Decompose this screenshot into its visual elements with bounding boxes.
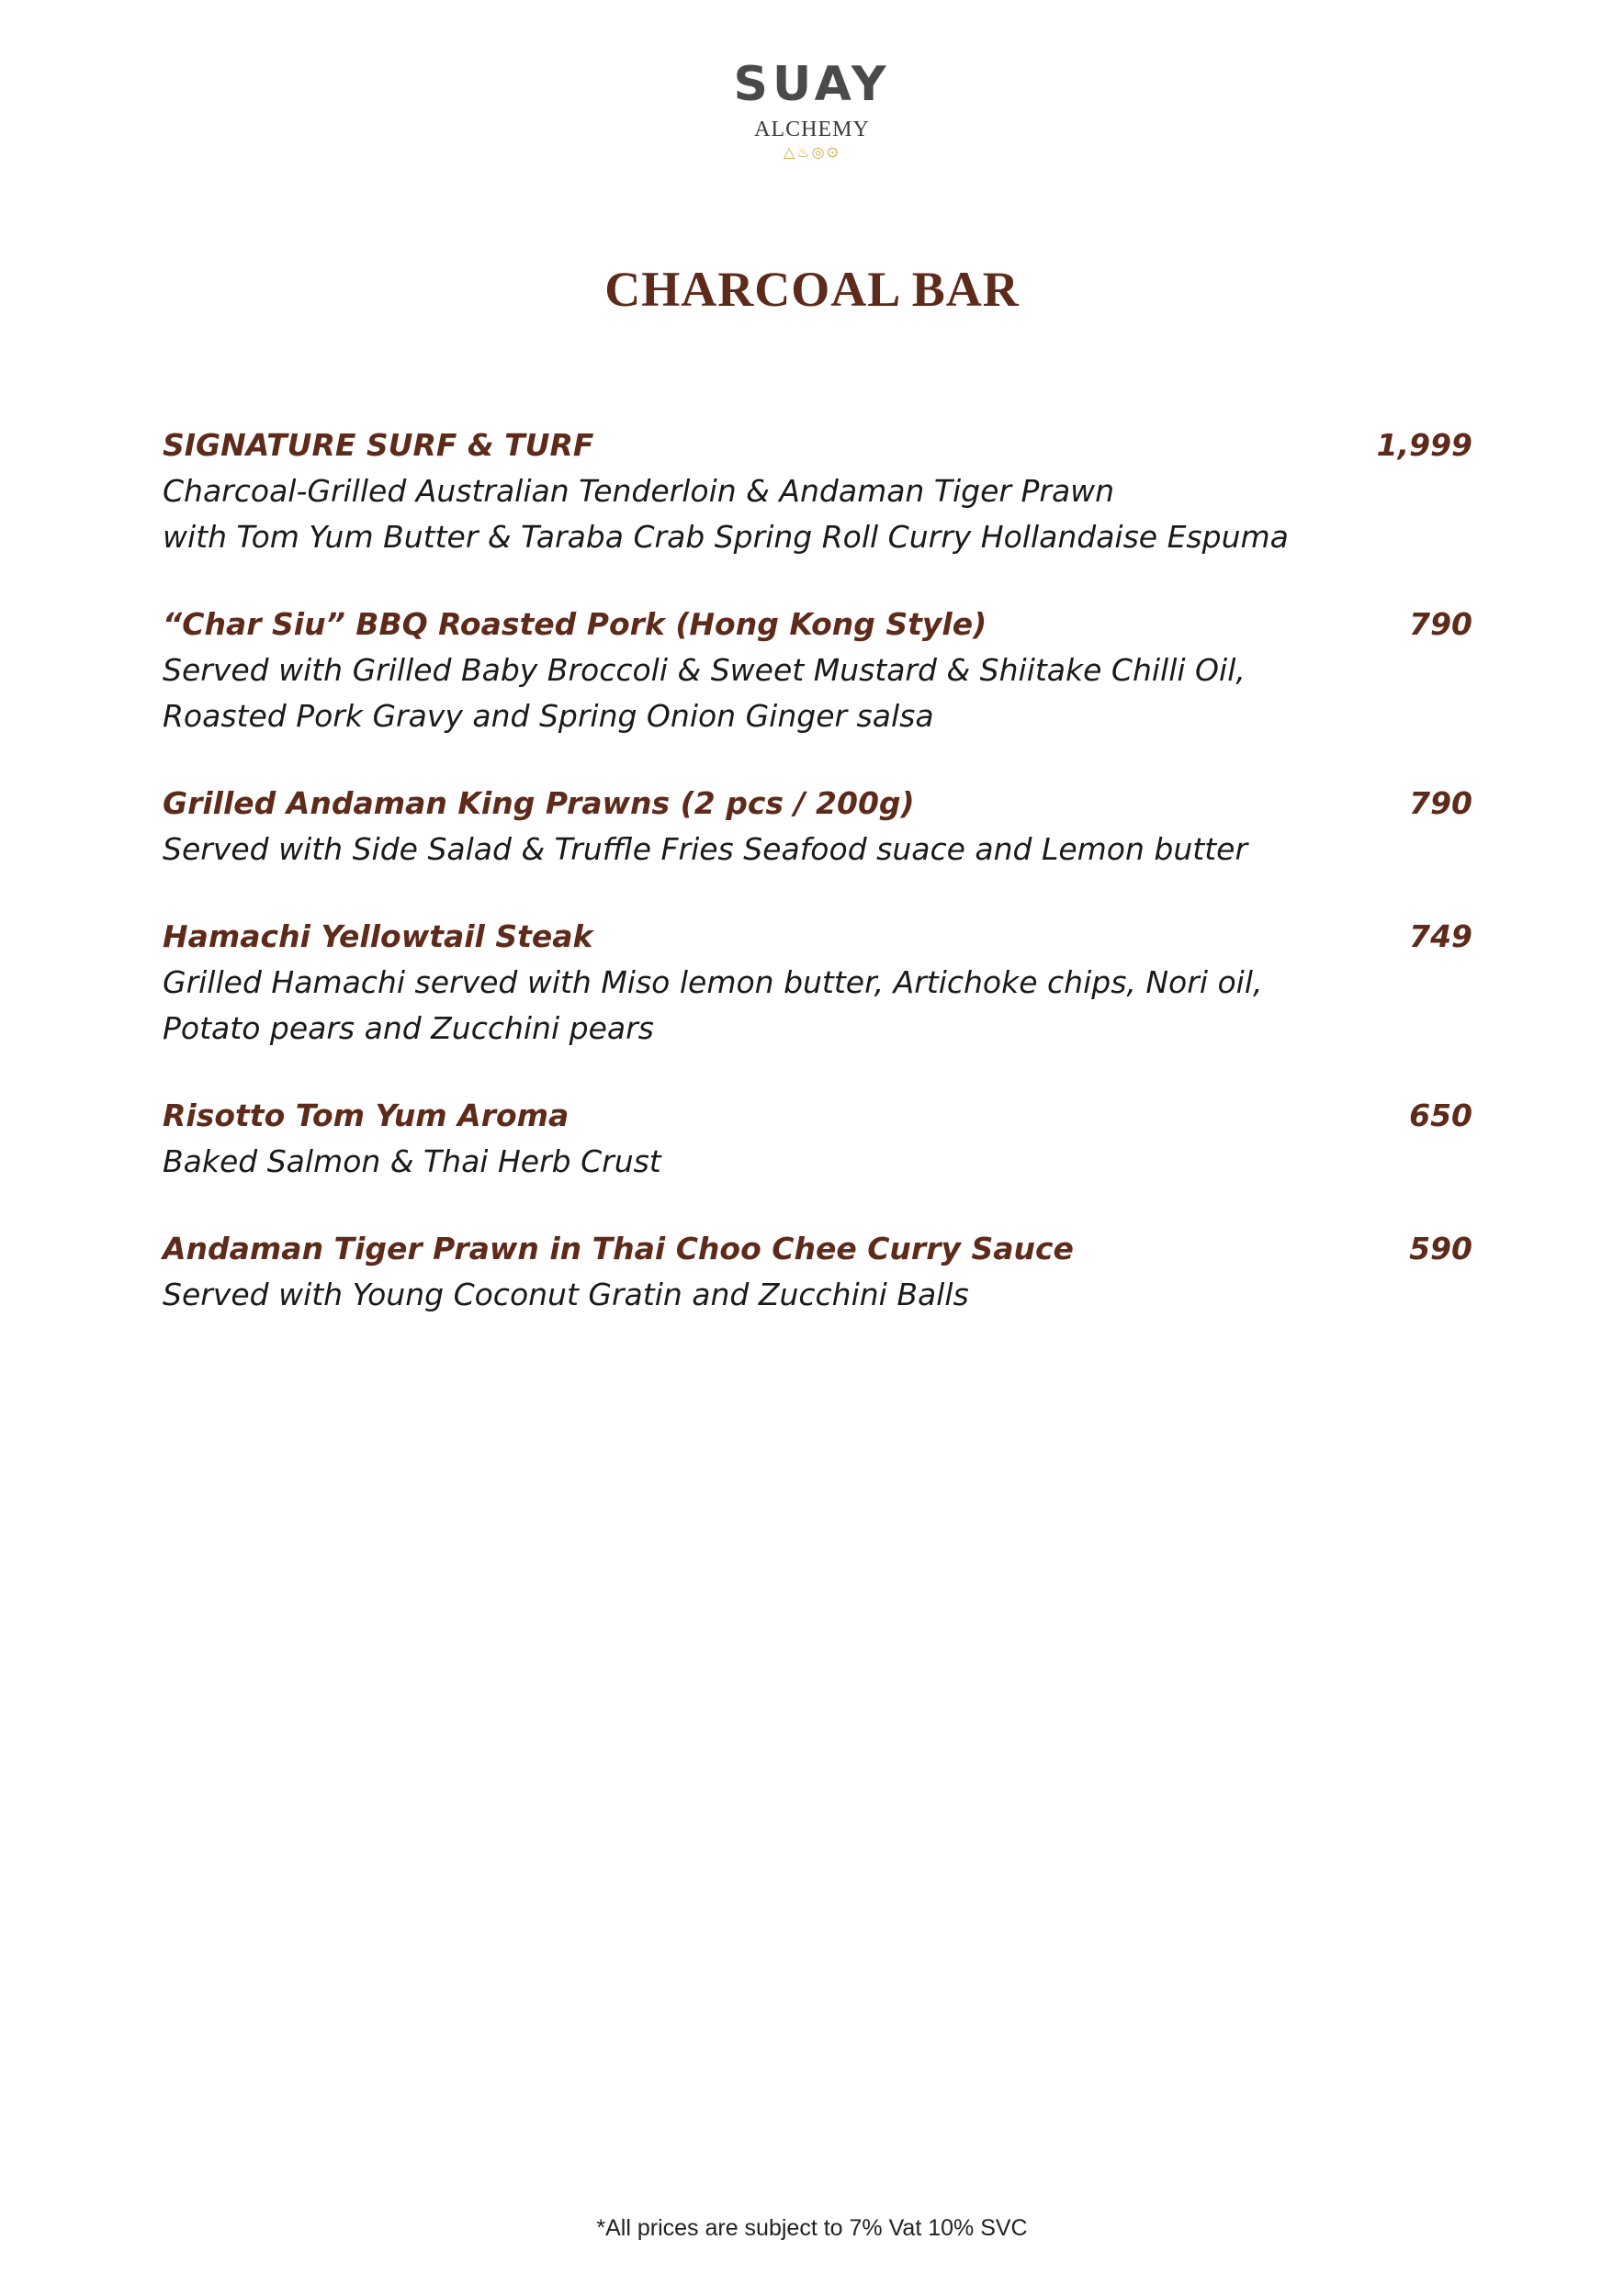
menu-item-name: Hamachi Yellowtail Steak <box>163 918 593 954</box>
brand-symbols-icon: △♨◎⊙ <box>783 143 840 161</box>
menu-item-header <box>163 914 1472 960</box>
menu-item-header <box>163 781 1472 827</box>
menu-item-description: Served with Young Coconut Gratin and Zucchini Balls <box>163 1277 969 1312</box>
menu-item-price: 790 <box>1409 785 1472 821</box>
menu-item-header <box>163 422 1472 468</box>
menu-item-price: 650 <box>1409 1097 1472 1133</box>
price-disclaimer: *All prices are subject to 7% Vat 10% SVC <box>596 2215 1028 2241</box>
menu-list <box>163 422 1472 1359</box>
menu-item <box>163 602 1472 739</box>
menu-item <box>163 914 1472 1052</box>
menu-item-description: Served with Side Salad & Truffle Fries Seafood suace and Lemon butter <box>163 831 1248 867</box>
brand-logo <box>0 57 1624 162</box>
brand-subtitle: ALCHEMY <box>754 118 870 141</box>
menu-item-name: “Char Siu” BBQ Roasted Pork (Hong Kong Style) <box>163 606 987 642</box>
menu-item <box>163 1226 1472 1318</box>
page-title: CHARCOAL BAR <box>604 262 1020 317</box>
menu-item-header <box>163 602 1472 647</box>
menu-item-name: SIGNATURE SURF & TURF <box>163 427 594 463</box>
menu-item-name: Risotto Tom Yum Aroma <box>163 1097 570 1133</box>
menu-item-price: 749 <box>1409 918 1472 954</box>
menu-item-description: Grilled Hamachi served with Miso lemon butter, Artichoke chips, Nori oil, Potato pears and Zucchini pears <box>163 964 1263 1046</box>
menu-item <box>163 781 1472 872</box>
menu-item-description: Charcoal-Grilled Australian Tenderloin & Andaman Tiger Prawn with Tom Yum Butter & Taraba Crab Spring Roll Curry Hollandaise Espuma <box>163 473 1289 555</box>
menu-item-header <box>163 1093 1472 1139</box>
menu-item-price: 590 <box>1409 1231 1472 1266</box>
menu-item-description: Served with Grilled Baby Broccoli & Sweet Mustard & Shiitake Chilli Oil, Roasted Pork Gravy and Spring Onion Ginger salsa <box>163 652 1246 734</box>
menu-item-description: Baked Salmon & Thai Herb Crust <box>163 1143 661 1179</box>
brand-name: SUAY <box>733 57 891 112</box>
menu-item-price: 1,999 <box>1376 427 1472 463</box>
menu-item <box>163 1093 1472 1185</box>
menu-item-price: 790 <box>1409 606 1472 642</box>
menu-item-header <box>163 1226 1472 1272</box>
menu-item <box>163 422 1472 560</box>
menu-item-name: Grilled Andaman King Prawns (2 pcs / 200g) <box>163 785 915 821</box>
menu-item-name: Andaman Tiger Prawn in Thai Choo Chee Curry Sauce <box>163 1231 1074 1266</box>
